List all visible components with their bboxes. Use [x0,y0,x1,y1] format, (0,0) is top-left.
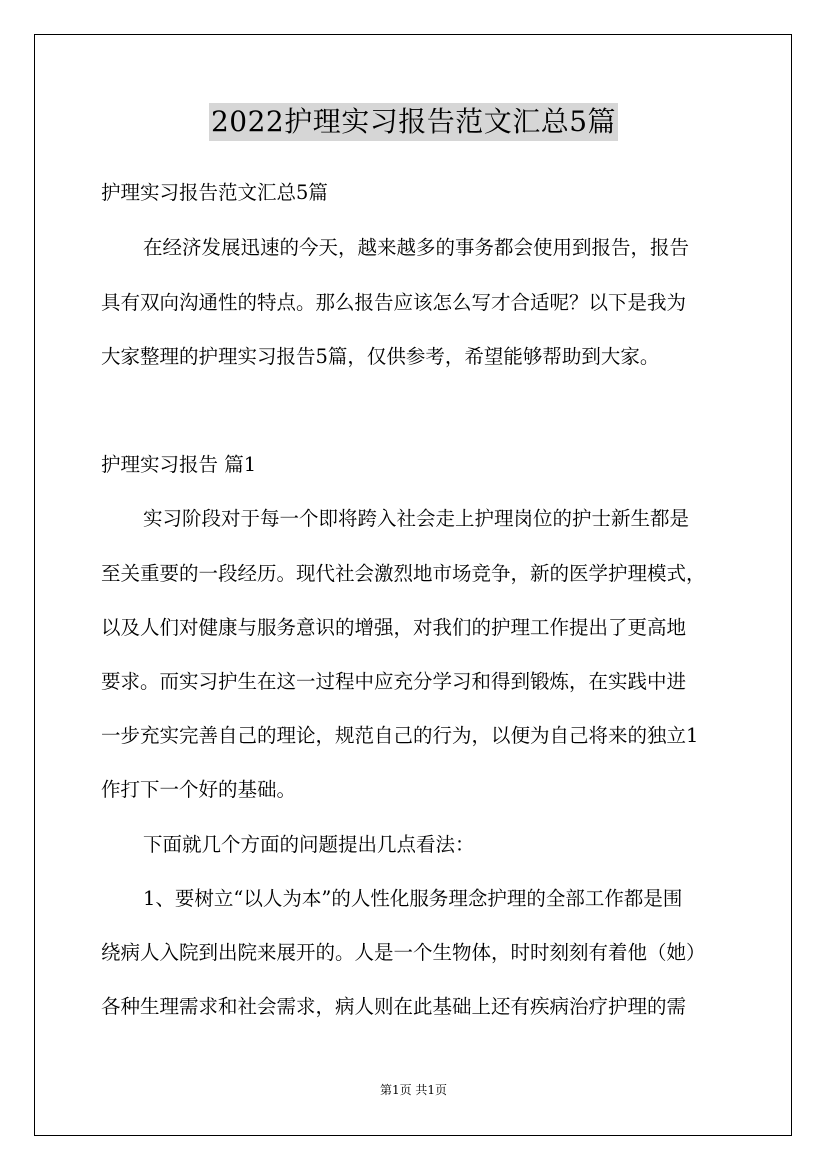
intro-line-1: 在经济发展迅速的今天，越来越多的事务都会使用到报告，报告 [143,236,690,259]
document-subtitle: 护理实习报告范文汇总5篇 [101,181,328,204]
page-footer: 第1页 共1页 [379,1083,448,1097]
section-line-1: 实习阶段对于每一个即将跨入社会走上护理岗位的护士新生都是 [143,507,690,530]
document-title: 2022护理实习报告范文汇总5篇 [209,103,618,141]
points-intro: 下面就几个方面的问题提出几点看法： [143,833,475,856]
point-1-line-1: 1、要树立“以人为本”的人性化服务理念护理的全部工作都是围 [143,887,683,910]
point-1-line-3: 各种生理需求和社会需求，病人则在此基础上还有疾病治疗护理的需 [101,995,687,1018]
point-1-line-2: 绕病人入院到出院来展开的。人是一个生物体，时时刻刻有着他（她） [101,941,706,964]
section-heading: 护理实习报告 篇1 [101,453,257,476]
section-line-3: 以及人们对健康与服务意识的增强，对我们的护理工作提出了更高地 [101,616,687,639]
intro-line-3: 大家整理的护理实习报告5篇，仅供参考，希望能够帮助到大家。 [101,345,660,368]
section-line-4: 要求。而实习护生在这一过程中应充分学习和得到锻炼，在实践中进 [101,670,687,693]
section-line-6: 作打下一个好的基础。 [101,778,297,801]
title-container [0,103,827,141]
intro-line-2: 具有双向沟通性的特点。那么报告应该怎么写才合适呢？以下是我为 [101,291,687,314]
section-line-5: 一步充实完善自己的理论，规范自己的行为，以便为自己将来的独立1 [101,724,699,747]
section-line-2: 至关重要的一段经历。现代社会激烈地市场竞争，新的医学护理模式， [101,562,706,585]
